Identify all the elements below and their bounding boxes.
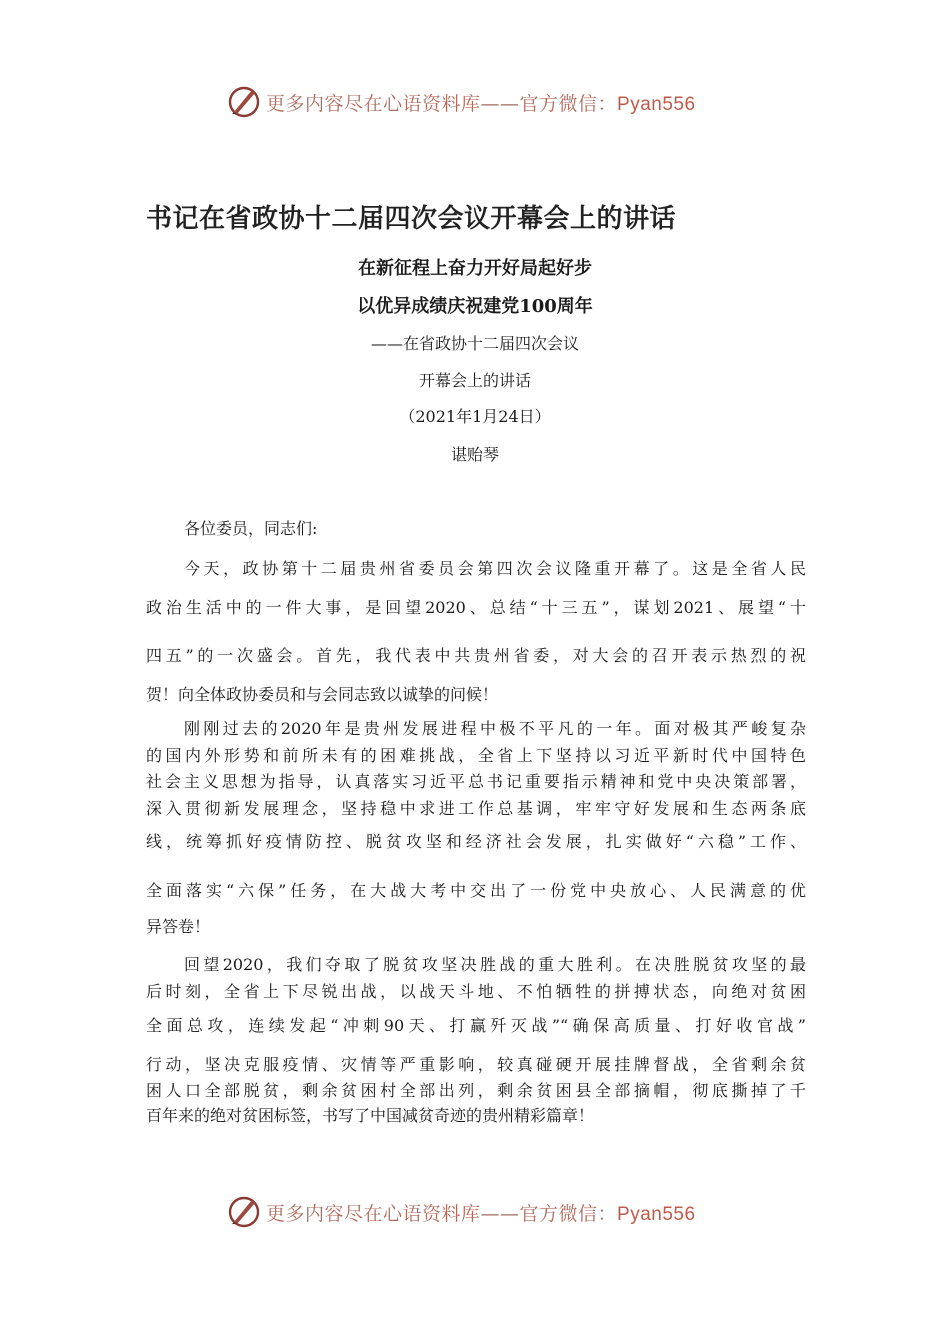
banner-text: 更多内容尽在心语资料库——官方微信：Pyan556 (266, 92, 696, 115)
body-line: 后时刻，全省上下尽锐出战，以战天斗地、不怕牺牲的拼搏状态，向绝对贫困 (146, 982, 806, 1001)
body-line: 今天，政协第十二届贵州省委员会第四次会议隆重开幕了。这是全省人民 (184, 559, 806, 578)
subtitle-line-1: 在新征程上奋力开好局起好步 (358, 258, 592, 279)
body-line: 异答卷！ (146, 917, 211, 936)
document-title: 书记在省政协十二届四次会议开幕会上的讲话 (146, 204, 677, 234)
body-line: 贺！向全体政协委员和与会同志致以诚挚的问候！ (146, 685, 499, 704)
body-line: 深入贯彻新发展理念，坚持稳中求进工作总基调，牢牢守好发展和生态两条底 (146, 799, 806, 818)
pen-in-circle-icon (226, 1194, 262, 1230)
body-line: 刚刚过去的2020年是贵州发展进程中极不平凡的一年。面对极其严峻复杂 (184, 719, 806, 738)
body-line: 百年来的绝对贫困标签，书写了中国减贫奇迹的贵州精彩篇章！ (146, 1106, 595, 1125)
body-line: 的国内外形势和前所未有的困难挑战，全省上下坚持以习近平新时代中国特色 (146, 746, 806, 765)
speech-author: 谌贻琴 (450, 445, 499, 464)
header-watermark-banner (226, 82, 746, 122)
body-line: 四五”的一次盛会。首先，我代表中共贵州省委，对大会的召开表示热烈的祝 (146, 646, 806, 665)
body-line: 线，统筹抓好疫情防控、脱贫攻坚和经济社会发展，扎实做好“六稳”工作、 (146, 832, 806, 851)
body-line: 回望2020，我们夺取了脱贫攻坚决胜战的重大胜利。在决胜脱贫攻坚的最 (184, 955, 806, 974)
subtitle-line-2: 以优异成绩庆祝建党100周年 (357, 296, 593, 317)
salutation: 各位委员，同志们: (184, 519, 318, 538)
banner-text: 更多内容尽在心语资料库——官方微信：Pyan556 (266, 1202, 696, 1225)
body-line: 困人口全部脱贫，剩余贫困村全部出列，剩余贫困县全部摘帽，彻底撕掉了千 (146, 1081, 806, 1100)
body-line: 全面总攻，连续发起“冲刺90天、打赢歼灭战”“确保高质量、打好收官战” (146, 1016, 806, 1035)
body-line: 全面落实“六保”任务，在大战大考中交出了一份党中央放心、人民满意的优 (146, 881, 806, 900)
occasion-line-2: 开幕会上的讲话 (418, 371, 531, 390)
body-line: 社会主义思想为指导，认真落实习近平总书记重要指示精神和党中央决策部署， (146, 772, 806, 791)
pen-in-circle-icon (226, 84, 262, 120)
occasion-line-1: ——在省政协十二届四次会议 (370, 334, 579, 353)
speech-date: （2021年1月24日） (399, 407, 551, 426)
body-line: 行动，坚决克服疫情、灾情等严重影响，较真碰硬开展挂牌督战，全省剩余贫 (146, 1055, 806, 1074)
footer-watermark-banner (226, 1192, 746, 1232)
body-line: 政治生活中的一件大事，是回望2020、总结“十三五”，谋划2021、展望“十 (146, 598, 806, 617)
